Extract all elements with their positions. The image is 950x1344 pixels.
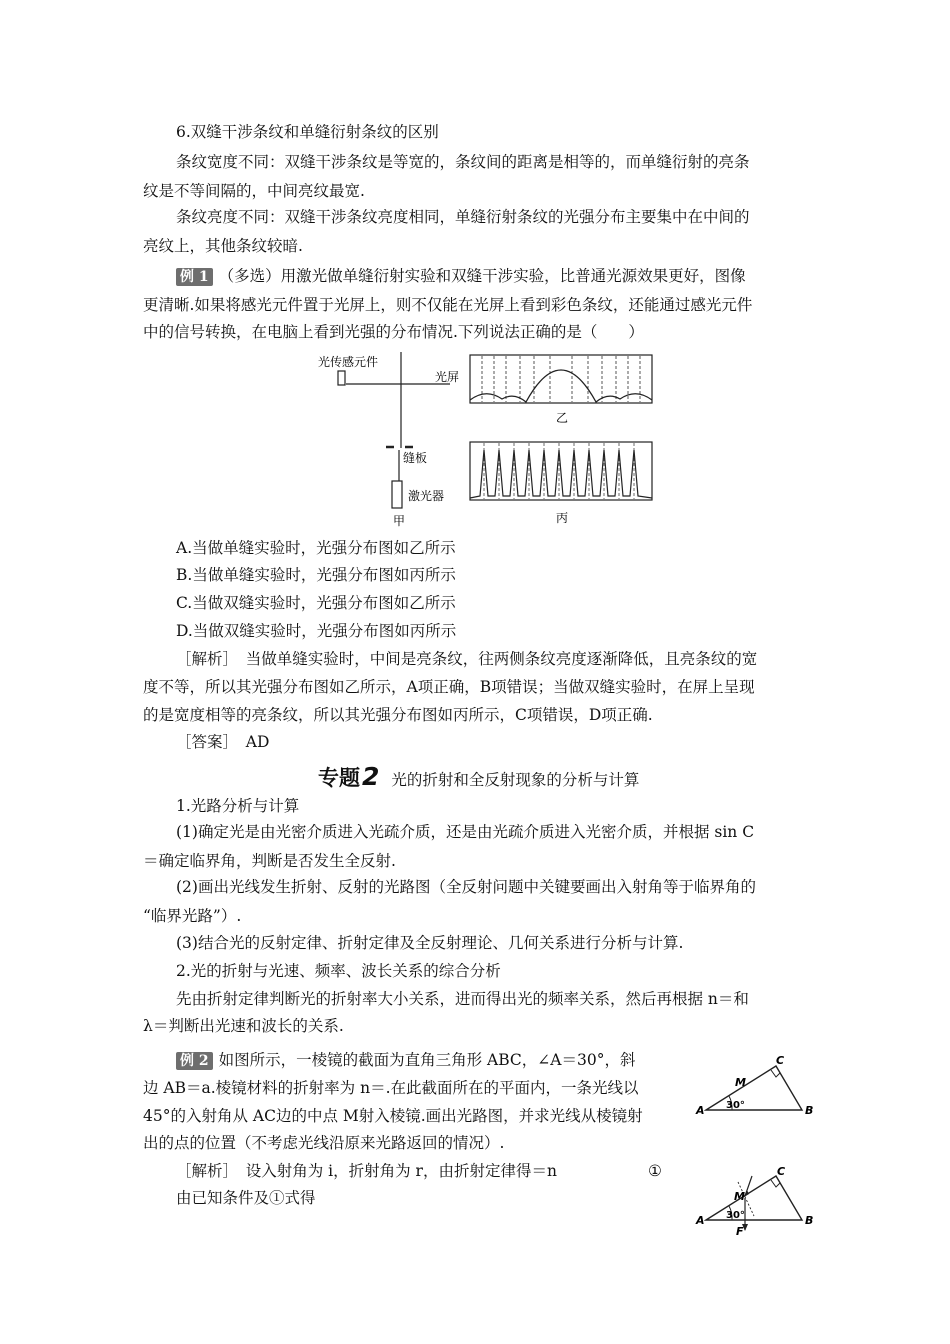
paragraph-line: “临界光路”）. bbox=[143, 907, 242, 925]
label-a: A bbox=[696, 1214, 705, 1227]
option-b: B.当做单缝实验时，光强分布图如丙所示 bbox=[176, 566, 456, 584]
label-m: M bbox=[734, 1190, 745, 1203]
example-2-line: 45°的入射角从 AC边的中点 M射入棱镜.画出光路图，并求光线从棱镜射 bbox=[143, 1107, 643, 1125]
prism-path-figure bbox=[692, 1166, 822, 1238]
topic-title bbox=[318, 762, 639, 792]
paragraph-line: 先由折射定律判断光的折射率大小关系，进而得出光的频率关系，然后再根据 n＝和 bbox=[176, 990, 749, 1008]
example-badge: 例 2 bbox=[176, 1052, 213, 1070]
experiment-figure bbox=[310, 350, 660, 530]
paragraph-line: (2)画出光线发生折射、反射的光路图（全反射问题中关键要画出入射角等于临界角的 bbox=[176, 878, 756, 896]
label-c: C bbox=[776, 1054, 785, 1067]
topic-label: 专题 bbox=[318, 766, 360, 790]
angle-label: 30° bbox=[726, 1210, 745, 1221]
example-text: 如图所示，一棱镜的截面为直角三角形 ABC，∠A＝30°，斜 bbox=[218, 1051, 636, 1069]
topic-subtitle: 光的折射和全反射现象的分析与计算 bbox=[391, 771, 640, 789]
paragraph-line: (1)确定光是由光密介质进入光疏介质，还是由光疏介质进入光密介质，并根据 sin C bbox=[176, 823, 755, 841]
example-2-line: 边 AB＝a.棱镜材料的折射率为 n＝.在此截面所在的平面内，一条光线以 bbox=[143, 1079, 639, 1097]
paragraph-line: λ＝判断出光速和波长的关系. bbox=[143, 1017, 344, 1035]
example-badge: 例 1 bbox=[176, 268, 213, 286]
label-a: A bbox=[696, 1104, 705, 1117]
label-b: B bbox=[805, 1104, 814, 1117]
analysis-line: 的是宽度相等的亮条纹，所以其光强分布图如丙所示，C项错误，D项正确. bbox=[143, 706, 653, 724]
option-a: A.当做单缝实验时，光强分布图如乙所示 bbox=[176, 539, 456, 557]
label-slit: 缝板 bbox=[403, 451, 428, 465]
analysis-line: ［解析］ 当做单缝实验时，中间是亮条纹，往两侧条纹亮度逐渐降低，且亮条纹的宽 bbox=[176, 650, 758, 668]
paragraph-line: 条纹宽度不同：双缝干涉条纹是等宽的，条纹间的距离是相等的，而单缝衍射的亮条 bbox=[176, 153, 750, 171]
label-jia: 甲 bbox=[393, 514, 406, 528]
analysis-line: 度不等，所以其光强分布图如乙所示，A项正确，B项错误；当做双缝实验时，在屏上呈现 bbox=[143, 678, 755, 696]
paragraph-line: (3)结合光的反射定律、折射定律及全反射理论、几何关系进行分析与计算. bbox=[176, 934, 684, 952]
angle-label: 30° bbox=[726, 1100, 745, 1111]
prism-figure bbox=[692, 1052, 822, 1122]
topic-number: 2 bbox=[362, 762, 380, 791]
part-heading: 1.光路分析与计算 bbox=[176, 797, 300, 815]
paragraph-line: 亮纹上，其他条纹较暗. bbox=[143, 237, 303, 255]
part-heading: 2.光的折射与光速、频率、波长关系的综合分析 bbox=[176, 962, 501, 980]
equation-number: ① bbox=[648, 1162, 662, 1180]
example-text: （多选）用激光做单缝衍射实验和双缝干涉实验，比普通光源效果更好，图像 bbox=[218, 267, 746, 285]
label-b: B bbox=[805, 1214, 814, 1227]
label-m: M bbox=[735, 1076, 746, 1089]
example-1-line: 中的信号转换，在电脑上看到光强的分布情况.下列说法正确的是（ ） bbox=[143, 323, 644, 341]
example-2-line: 出的点的位置（不考虑光线沿原来光路返回的情况）. bbox=[143, 1134, 505, 1152]
label-yi: 乙 bbox=[556, 411, 569, 425]
label-bing: 丙 bbox=[556, 511, 569, 525]
label-laser: 激光器 bbox=[408, 489, 445, 503]
section-heading: 6.双缝干涉条纹和单缝衍射条纹的区别 bbox=[176, 123, 439, 141]
option-d: D.当做双缝实验时，光强分布图如丙所示 bbox=[176, 622, 457, 640]
option-c: C.当做双缝实验时，光强分布图如乙所示 bbox=[176, 594, 456, 612]
label-screen: 光屏 bbox=[435, 370, 460, 384]
label-sensor: 光传感元件 bbox=[318, 355, 379, 369]
example-1-line: 更清晰.如果将感光元件置于光屏上，则不仅能在光屏上看到彩色条纹，还能通过感光元件 bbox=[143, 296, 753, 314]
paragraph-line: 纹是不等间隔的，中间亮纹最宽. bbox=[143, 182, 365, 200]
example-1-line bbox=[176, 266, 746, 286]
paragraph-line: 条纹亮度不同：双缝干涉条纹亮度相同，单缝衍射条纹的光强分布主要集中在中间的 bbox=[176, 208, 750, 226]
analysis-line: 由已知条件及①式得 bbox=[176, 1189, 316, 1207]
example-2-line bbox=[176, 1050, 635, 1070]
label-c: C bbox=[777, 1166, 786, 1178]
label-f: F bbox=[736, 1225, 744, 1238]
answer-line: ［答案］ AD bbox=[176, 733, 270, 751]
analysis-line: ［解析］ 设入射角为 i，折射角为 r，由折射定律得＝n bbox=[176, 1162, 557, 1180]
paragraph-line: ＝确定临界角，判断是否发生全反射. bbox=[143, 852, 396, 870]
